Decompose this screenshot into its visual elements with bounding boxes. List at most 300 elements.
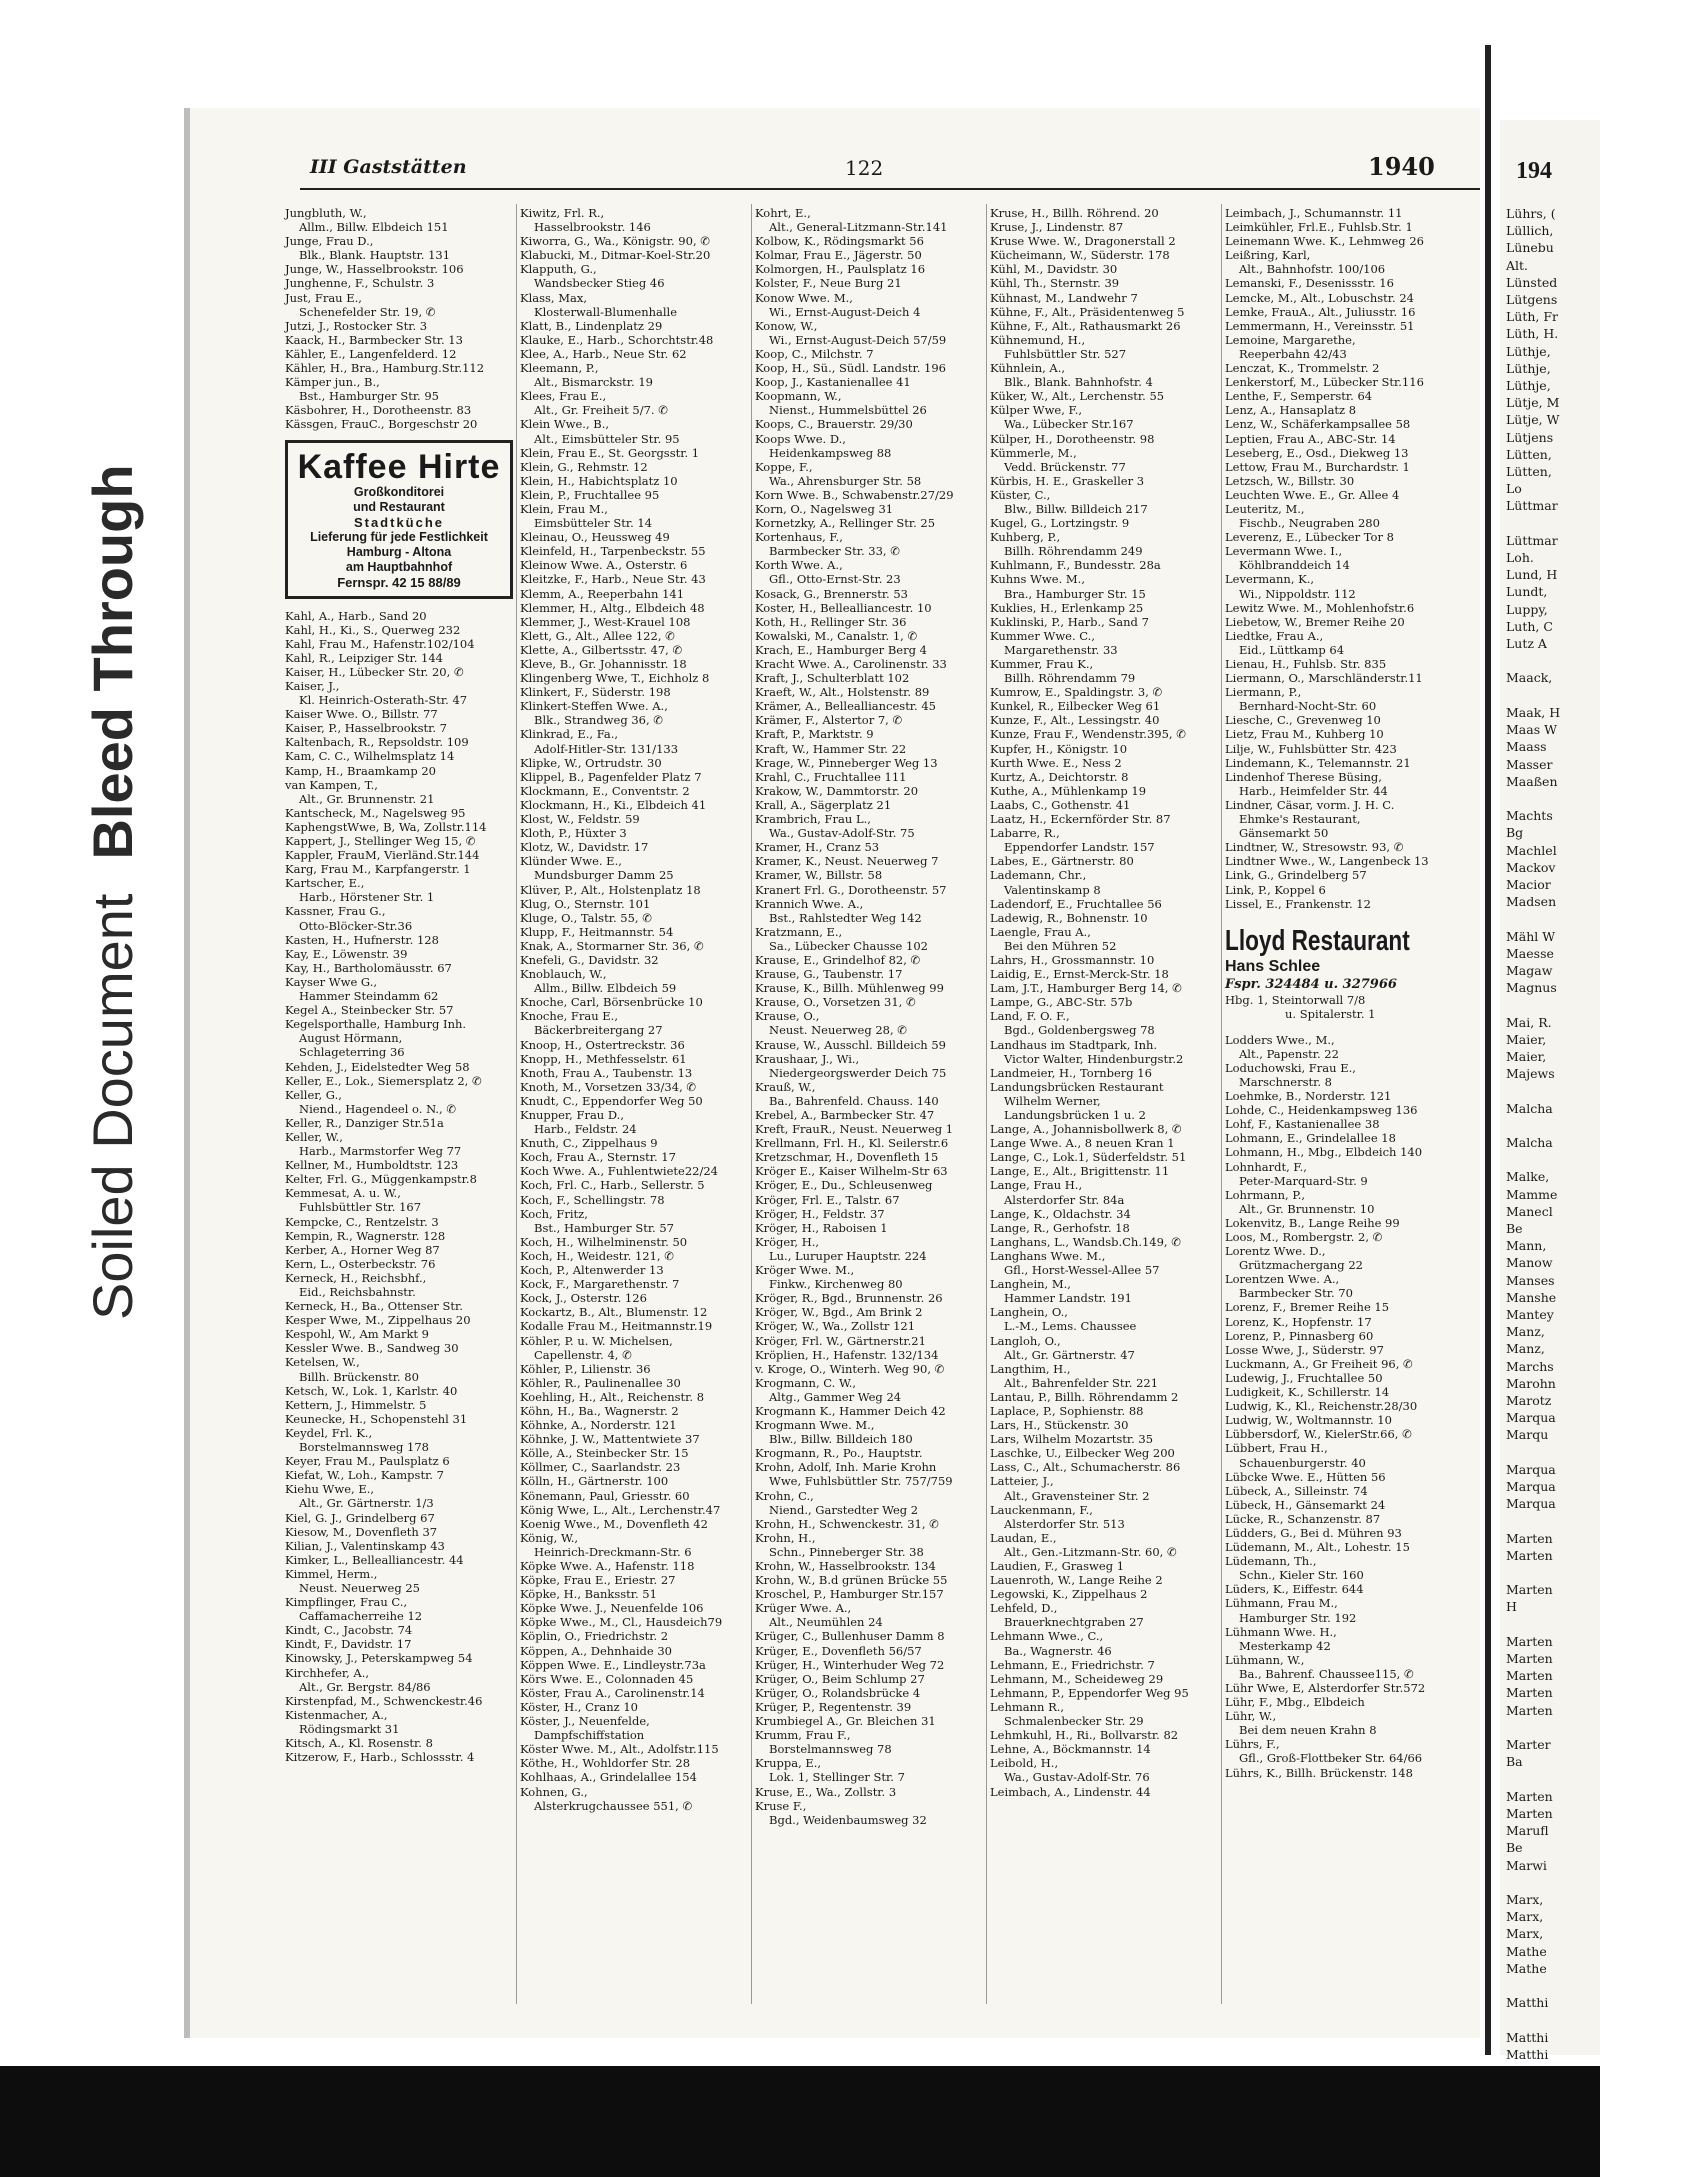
directory-entry: Harb., Marmstorfer Weg 77 [299,1144,462,1159]
ad-kaffee-phone: Fernspr. 42 15 88/89 [337,574,461,590]
directory-entry: Lundt, [1506,584,1548,600]
directory-entry: Marotz [1506,1393,1552,1409]
directory-entry: Kühnlein, A., [990,361,1066,376]
directory-entry: Kindt, F., Davidstr. 17 [285,1637,412,1652]
directory-entry: Allm., Billw. Elbdeich 59 [534,981,677,996]
directory-entry: Marten [1506,1582,1553,1598]
directory-entry: Langhein, M., [990,1277,1071,1292]
directory-entry: Schn., Pinneberger Str. 38 [769,1544,924,1559]
directory-entry: Konow Wwe. M., [755,290,853,305]
directory-entry: Wa., Lübecker Str.167 [1004,417,1134,432]
directory-entry: Be [1506,1840,1523,1856]
directory-entry: Harb., Feldstr. 24 [534,1122,637,1137]
directory-entry: Lühmann, Frau M., [1225,1596,1338,1611]
directory-entry: Kowalski, M., Canalstr. 1, ✆ [755,628,918,643]
directory-entry: Kuhberg, P., [990,530,1061,545]
directory-entry: Lok. 1, Stellinger Str. 7 [769,1770,905,1785]
header-rule [300,188,1480,190]
directory-entry: Bg [1506,825,1524,841]
directory-entry: Kayser Wwe G., [285,974,378,989]
directory-entry: Be [1506,1220,1523,1236]
directory-entry: Magaw [1506,962,1553,978]
directory-entry: v. Kroge, O., Winterh. Weg 90, ✆ [755,1361,945,1376]
directory-entry: Leinemann Wwe. K., Lehmweg 26 [1225,234,1424,249]
directory-entry: Alsterkrugchaussee 551, ✆ [534,1798,693,1813]
directory-entry: Lorentzen Wwe. A., [1225,1272,1340,1287]
directory-entry: Kröger Wwe. M., [755,1263,855,1278]
directory-entry: Marqu [1506,1427,1549,1443]
directory-entry: Borstelmannsweg 178 [299,1440,429,1455]
directory-entry: Blk., Blank. Bahnhofstr. 4 [1004,375,1153,390]
directory-entry: Landungsbrücken Restaurant [990,1079,1164,1094]
directory-entry: Lange, C., Lok.1, Süderfeldstr. 51 [990,1150,1187,1165]
directory-entry: Marwi [1506,1857,1547,1873]
directory-entry: Luth, C [1506,618,1553,634]
directory-entry: Keydel, Frl. K., [285,1425,373,1440]
directory-entry: Käsbohrer, H., Dorotheenstr. 83 [285,403,472,418]
directory-entry: Rödingsmarkt 31 [299,1721,400,1736]
directory-entry: Lietz, Frau M., Kuhberg 10 [1225,727,1384,742]
directory-entry: Kaack, H., Barmbecker Str. 13 [285,332,463,347]
directory-entry: Kitzerow, F., Harb., Schlossstr. 4 [285,1750,475,1765]
directory-entry: Kempin, R., Wagnerstr. 128 [285,1228,446,1243]
directory-entry: Kaiser Wwe. O., Billstr. 77 [285,707,438,722]
directory-entry: Krämer, F., Alstertor 7, ✆ [755,713,903,728]
directory-entry: Lienau, H., Fuhlsb. Str. 835 [1225,657,1387,671]
directory-entry: Lünsted [1506,274,1558,290]
directory-entry: Marten [1506,1788,1553,1804]
directory-entry: Marten [1506,1530,1553,1546]
directory-entry: Köpke Wwe., M., Cl., Hausdeich79 [520,1615,723,1630]
directory-entry: Masser [1506,756,1553,772]
directory-entry: Köpke, H., Banksstr. 51 [520,1587,657,1602]
directory-entry: Laengle, Frau A., [990,924,1091,939]
directory-entry: Manshe [1506,1289,1557,1305]
directory-entry: Link, P., Koppel 6 [1225,882,1326,897]
directory-entry: Levermann Wwe. I., [1225,544,1343,559]
directory-entry: Lühr Wwe, E, Alsterdorfer Str.572 [1225,1681,1426,1695]
directory-entry: Lange Wwe. A., 8 neuen Kran 1 [990,1136,1175,1151]
directory-entry: Landhaus im Stadtpark, Inh. [990,1037,1158,1052]
directory-entry: Marten [1506,1668,1553,1684]
directory-entry: Mesterkamp 42 [1239,1638,1331,1653]
directory-entry: Lohnhardt, F., [1225,1159,1307,1174]
directory-entry: Korn Wwe. B., Schwabenstr.27/29 [755,487,954,502]
directory-entry: Lemmermann, H., Vereinsstr. 51 [1225,318,1415,333]
directory-entry: Valentinskamp 8 [1004,882,1101,897]
directory-entry: Lenz, W., Schäferkampsallee 58 [1225,417,1411,432]
directory-entry: Kumrow, E., Spaldingstr. 3, ✆ [990,685,1163,700]
directory-entry: Kleemann, P., [520,361,599,376]
directory-entry: Leverenz, E., Lübecker Tor 8 [1225,530,1394,545]
directory-entry: Krambrich, Frau L., [755,812,871,827]
directory-entry: Koch, F., Schellingstr. 78 [520,1192,665,1207]
directory-entry: Langhein, O., [990,1305,1068,1320]
directory-entry: Kuhlmann, F., Bundesstr. 28a [990,558,1161,573]
directory-entry: August Hörmann, [299,1031,403,1046]
directory-entry: Bernhard-Nocht-Str. 60 [1239,699,1377,714]
directory-entry: Klinkrad, E., Fa., [520,727,619,742]
directory-entry: Kuthe, A., Mühlenkamp 19 [990,783,1147,798]
directory-entry: Knoth, M., Vorsetzen 33/34, ✆ [520,1079,697,1094]
directory-entry: Alt., Bahrenfelder Str. 221 [1004,1375,1159,1390]
directory-entry: Dampfschiffstation [534,1728,645,1743]
directory-entry: Lühr, W., [1225,1709,1277,1724]
directory-entry: Kolmar, Frau E., Jägerstr. 50 [755,248,922,263]
directory-entry: Alt., Bismarckstr. 19 [534,375,653,390]
directory-entry: Kistenmacher, A., [285,1707,388,1722]
directory-entry: Klemm, A., Reeperbahn 141 [520,586,685,601]
directory-entry: Kümmerle, M., [990,445,1077,460]
directory-entry: Köster, H., Cranz 10 [520,1699,638,1714]
directory-entry: Marqua [1506,1479,1556,1495]
directory-entry: Niend., Garstedter Weg 2 [769,1502,919,1517]
directory-entry: Kitsch, A., Kl. Rosenstr. 8 [285,1736,433,1750]
directory-entry: Knefeli, G., Davidstr. 32 [520,952,659,967]
directory-entry: Kempcke, C., Rentzelstr. 3 [285,1214,439,1229]
directory-entry: Krebel, A., Barmbecker Str. 47 [755,1108,935,1122]
directory-entry: Mann, [1506,1238,1547,1254]
directory-entry: Gfl., Horst-Wessel-Allee 57 [1004,1263,1160,1278]
directory-entry: Köhler, P. u. W. Michelsen, [520,1333,673,1348]
directory-entry: Kiesow, M., Dovenfleth 37 [285,1524,438,1539]
directory-entry: Klein, P., Fruchtallee 95 [520,487,660,502]
directory-entry: Lühr, F., Mbg., Elbdeich [1225,1695,1365,1710]
directory-entry: Maier, [1506,1048,1547,1064]
directory-entry: Leuchten Wwe. E., Gr. Allee 4 [1225,487,1400,502]
directory-entry: Klatt, B., Lindenplatz 29 [520,318,663,333]
directory-entry: Krauß, W., [755,1079,816,1094]
directory-entry: Laidig, E., Ernst-Merck-Str. 18 [990,967,1169,982]
directory-entry: Koch, H., Wilhelminenstr. 50 [520,1234,688,1249]
directory-entry: Macior [1506,876,1551,892]
directory-entry: Koop, H., Sü., Südl. Landstr. 196 [755,361,946,376]
ad-lloyd-owner: Hans Schlee [1225,957,1321,975]
directory-entry: Köplin, O., Friedrichstr. 2 [520,1629,669,1644]
directory-entry: Klee, A., Harb., Neue Str. 62 [520,346,687,361]
directory-entry: Keller, R., Danziger Str.51a [285,1115,444,1130]
directory-entry: Lütje, W [1506,412,1560,428]
directory-entry: Wi., Ernst-August-Deich 57/59 [769,332,947,347]
directory-entry: Klees, Frau E., [520,389,607,404]
side-label [62,320,162,1320]
directory-entry: Kraeft, W., Alt., Holstenstr. 89 [755,685,930,700]
directory-entry: Maesse [1506,945,1554,961]
directory-entry: Koenig Wwe., M., Dovenfleth 42 [520,1516,708,1531]
directory-entry: Koopmann, W., [755,389,842,404]
directory-entry: Heidenkampsweg 88 [769,445,892,460]
directory-entry: Alt., Papenstr. 22 [1239,1046,1339,1061]
directory-entry: Lührs, F., [1225,1737,1280,1752]
directory-entry: Knoche, Frau E., [520,1009,618,1024]
column-separator [751,204,752,2004]
directory-entry: Koops Wwe. D., [755,431,846,446]
directory-entry: Mähl W [1506,928,1556,944]
directory-entry: Junge, W., Hasselbrookstr. 106 [285,262,464,277]
directory-entry: Kessler Wwe. B., Sandweg 30 [285,1341,459,1356]
column-5 [1225,206,1453,1780]
directory-entry: Laudien, F., Grasweg 1 [990,1559,1125,1573]
directory-entry: Kaiser, H., Lübecker Str. 20, ✆ [285,664,464,679]
directory-entry: Marten [1506,1633,1553,1649]
directory-entry: Langloh, O., [990,1333,1061,1348]
directory-entry: Lange, R., Gerhofstr. 18 [990,1220,1130,1235]
directory-entry: Lange, Frau H., [990,1178,1083,1193]
year-label: 1940 [1368,152,1435,181]
directory-entry: Kock, J., Osterstr. 126 [520,1291,647,1306]
directory-entry: Lange, K., Oldachstr. 34 [990,1206,1131,1221]
directory-entry: Neust. Neuerweg 28, ✆ [769,1023,907,1038]
directory-entry: Kühl, Th., Sternstr. 39 [990,276,1120,291]
directory-entry: Köhler, R., Paulinenallee 30 [520,1375,681,1390]
directory-entry: Korth Wwe. A., [755,558,843,573]
directory-entry: Lühmann, W., [1225,1652,1305,1667]
directory-entry: Eid., Reichsbahnstr. [299,1285,416,1299]
directory-entry: Leimkühler, Frl.E., Fuhlsb.Str. 1 [1225,220,1413,235]
directory-entry: Lars, Wilhelm Mozartstr. 35 [990,1432,1154,1447]
ad-kaffee-name: Kaffee Hirte [297,447,501,486]
directory-entry: Lühmann Wwe. H., [1225,1624,1337,1639]
directory-entry: Köster, Frau A., Carolinenstr.14 [520,1685,705,1700]
directory-entry: Sa., Lübecker Chausse 102 [769,938,928,953]
directory-entry: Landmeier, H., Tornberg 16 [990,1065,1152,1080]
ad-kaffee-line: Großkonditorei [353,484,445,499]
directory-entry: Köppen Wwe. E., Lindleystr.73a [520,1657,706,1672]
directory-entry: Koops, C., Brauerstr. 29/30 [755,417,913,432]
directory-entry: Krüger, O., Rolandsbrücke 4 [755,1685,921,1700]
directory-entry: Lange, E., Alt., Brigittenstr. 11 [990,1164,1170,1179]
directory-entry: Ba., Bahrenfeld. Chauss. 140 [769,1093,939,1108]
directory-entry: Klockmann, H., Ki., Elbdeich 41 [520,797,707,812]
directory-entry: Hasselbrookstr. 146 [534,220,651,235]
directory-entry: Kurth Wwe. E., Ness 2 [990,755,1122,770]
directory-entry: Kilian, J., Valentinskamp 43 [285,1538,445,1553]
directory-entry: Bei dem neuen Krahn 8 [1239,1723,1377,1738]
directory-entry: Köhler, P., Lilienstr. 36 [520,1361,651,1376]
directory-entry: Kämper jun., B., [285,375,380,390]
directory-entry: Lohmann, E., Grindelallee 18 [1225,1131,1396,1146]
directory-entry: Kohnen, G., [520,1784,588,1799]
directory-entry: Krahl, C., Fruchtallee 111 [755,769,907,784]
directory-entry: Keller, E., Lok., Siemersplatz 2, ✆ [285,1073,482,1088]
directory-entry: Loos, M., Rombergstr. 2, ✆ [1225,1230,1383,1244]
directory-entry: Kohrt, E., [755,206,811,220]
ad-kaffee-line: Lieferung für jede Festlichkeit [310,529,488,544]
directory-entry: Kassner, Frau G., [285,904,386,919]
directory-entry: Küker, W., Alt., Lerchenstr. 55 [990,389,1165,404]
directory-entry: Kosack, G., Brennerstr. 53 [755,586,908,601]
column-5-entries-before [1225,206,1453,911]
column-4 [990,206,1218,1799]
directory-entry: Kunkel, R., Eilbecker Weg 61 [990,699,1161,714]
directory-entry: Marten [1506,1702,1553,1718]
directory-entry: Lüthje, [1506,360,1551,376]
directory-entry: Kespohl, W., Am Markt 9 [285,1327,430,1342]
directory-entry: Lorenz, P., Pinnasberg 60 [1225,1328,1374,1343]
page-header [190,108,1480,186]
directory-entry: Marohn [1506,1375,1556,1391]
directory-entry: Lemke, FrauA., Alt., Juliusstr. 16 [1225,304,1416,319]
directory-entry: Krannich Wwe. A., [755,896,864,911]
directory-entry: Kleinau, O., Heussweg 49 [520,530,670,545]
directory-entry: Kühne, F., Alt., Rathausmarkt 26 [990,318,1181,333]
directory-entry: Bst., Hamburger Str. 57 [534,1220,674,1235]
directory-entry: Eimsbütteler Str. 14 [534,516,653,531]
directory-entry: Mathe [1506,1960,1547,1976]
directory-entry: Kolmorgen, H., Paulsplatz 16 [755,262,926,277]
directory-entry: Knoth, Frau A., Taubenstr. 13 [520,1065,693,1080]
directory-entry [1506,1770,1706,1787]
directory-entry: Koch, P., Altenwerder 13 [520,1263,664,1278]
directory-entry: Alt. [1506,257,1529,273]
directory-entry: Ehmke's Restaurant, [1239,812,1361,827]
directory-entry: Marchs [1506,1358,1554,1374]
directory-entry: Kupfer, H., Königstr. 10 [990,741,1128,756]
directory-entry: Klass, Max, [520,290,588,305]
directory-entry: Marten [1506,1805,1553,1821]
directory-entry: Koster, H., Bellealliancestr. 10 [755,600,932,615]
ad-lloyd-phone: Fspr. 324484 u. 327966 [1225,976,1397,992]
directory-entry: Kröger, R., Bgd., Brunnenstr. 26 [755,1291,943,1306]
directory-entry: Lorenz, F., Bremer Reihe 15 [1225,1300,1390,1315]
directory-entry: Krohn, H., [755,1530,816,1545]
directory-entry: Margarethenstr. 33 [1004,642,1118,657]
directory-entry: Liermann, O., Marschländerstr.11 [1225,671,1423,686]
directory-entry: Loduchowski, Frau E., [1225,1060,1356,1075]
directory-entry: Alt., Gr. Brunnenstr. 10 [1239,1201,1375,1216]
directory-entry: Lewitz Wwe. M., Mohlenhofstr.6 [1225,600,1415,615]
directory-entry: Kettern, J., Himmelstr. 5 [285,1397,427,1412]
directory-entry: Matthi [1506,1995,1549,2011]
directory-entry: Heinrich-Dreckmann-Str. 6 [534,1544,692,1559]
directory-entry: Kay, E., Löwenstr. 39 [285,946,408,961]
directory-entry: Kellner, M., Humboldtstr. 123 [285,1158,459,1173]
directory-entry: Loh. [1506,550,1534,566]
directory-entry: Kruse Wwe. W., Dragonerstall 2 [990,234,1176,249]
directory-entry [1506,1564,1706,1581]
directory-entry: Kockartz, B., Alt., Blumenstr. 12 [520,1305,708,1320]
directory-entry: Kerneck, H., Ba., Ottenser Str. [285,1299,463,1314]
directory-entry: Schn., Kieler Str. 160 [1239,1568,1364,1583]
directory-entry: Leuteritz, M., [1225,501,1305,516]
directory-entry: Liermann, P., [1225,685,1302,700]
directory-entry: Luckmann, A., Gr Freiheit 96, ✆ [1225,1356,1413,1371]
ad-lloyd-address: u. Spitalerstr. 1 [1285,1006,1376,1021]
directory-entry: Kiworra, G., Wa., Königstr. 90, ✆ [520,234,710,249]
directory-entry: Kruppa, E., [755,1756,822,1771]
directory-entry: Junghenne, F., Schulstr. 3 [285,276,435,291]
directory-entry: Krohn, W., Hasselbrookstr. 134 [755,1559,936,1573]
directory-entry: Knoop, H., Ostertreckstr. 36 [520,1037,685,1052]
directory-entry: Klingenberg Wwe, T., Eichholz 8 [520,671,710,686]
directory-entry: Küster, C., [990,487,1051,502]
directory-entry: Knopp, H., Methfesselstr. 61 [520,1051,687,1066]
directory-entry: Koppe, F., [755,459,813,474]
directory-entry: Krause, O., [755,1009,820,1024]
directory-entry: Billh. Röhrendamm 79 [1004,671,1136,686]
directory-entry: Lübcke Wwe. E., Hütten 56 [1225,1469,1386,1484]
directory-entry: Lohf, F., Kastanienallee 38 [1225,1117,1380,1132]
directory-entry: Krämer, A., Bellealliancestr. 45 [755,699,936,714]
directory-entry: Link, G., Grindelberg 57 [1225,868,1367,883]
directory-entry: Kunze, Frau F., Wendenstr.395, ✆ [990,727,1186,742]
directory-entry: Kahl, H., Ki., S., Querweg 232 [285,622,461,637]
directory-entry: KaphengstWwe, B, Wa, Zollstr.114 [285,819,487,834]
directory-entry: Kirchhefer, A., [285,1665,370,1680]
directory-entry: Mundsburger Damm 25 [534,868,674,883]
directory-entry: Kratzmann, E., [755,924,843,939]
directory-entry: Lissel, E., Frankenstr. 12 [1225,896,1371,911]
directory-entry: Mathe [1506,1943,1547,1959]
directory-entry: Kerber, A., Horner Weg 87 [285,1242,440,1257]
column-separator [1221,204,1222,2004]
ad-kaffee-hirte [285,440,513,599]
directory-entry: Levermann, K., [1225,572,1315,587]
directory-entry: Kugel, G., Lortzingstr. 9 [990,516,1130,531]
directory-entry: Kinowsky, J., Peterskampweg 54 [285,1651,473,1666]
directory-entry: Kleve, B., Gr. Johannisstr. 18 [520,657,687,671]
directory-entry: Köhnke, J. W., Mattentwiete 37 [520,1432,700,1447]
directory-entry: Klünder Wwe. E., [520,854,622,869]
directory-entry: Lütten, [1506,464,1552,480]
directory-entry: Kähler, H., Bra., Hamburg.Str.112 [285,361,485,376]
directory-entry: Ba., Wagnerstr. 46 [1004,1643,1112,1658]
directory-entry: Marten [1506,1547,1553,1563]
directory-entry: Kodalle Frau M., Heitmannstr.19 [520,1319,713,1334]
directory-entry: Köllmer, C., Saarlandstr. 23 [520,1460,681,1475]
directory-entry: Kruse F., [755,1798,807,1813]
directory-entry: Kappert, J., Stellinger Weg 15, ✆ [285,834,476,848]
directory-entry: Kern, L., Osterbeckstr. 76 [285,1256,436,1271]
directory-entry: Lindenhof Therese Büsing, [1225,769,1382,784]
directory-entry [1506,1719,1706,1736]
column-5-entries-after [1225,1033,1453,1780]
directory-entry: Kummer, Frau K., [990,657,1094,671]
directory-entry: Lüdemann, M., Alt., Lohestr. 15 [1225,1540,1410,1555]
directory-entry: Marten [1506,1685,1553,1701]
scan-edge [1485,45,1491,2055]
directory-entry: Krüger Wwe. A., [755,1601,852,1616]
directory-entry: Klemmer, J., West-Krauel 108 [520,614,691,629]
directory-entry: Klein, G., Rehmstr. 12 [520,459,648,474]
directory-entry: Kunze, F., Alt., Lessingstr. 40 [990,713,1160,728]
ad-kaffee-line: am Hauptbahnhof [345,559,453,574]
directory-entry: Kay, H., Bartholomäusstr. 67 [285,960,452,975]
directory-entry: Gfl., Groß-Flottbeker Str. 64/66 [1239,1751,1423,1766]
directory-entry: Lübeck, H., Gänsemarkt 24 [1225,1497,1386,1512]
directory-entry [1506,515,1706,532]
directory-entry [1506,1616,1706,1633]
directory-entry: Wi., Nippoldstr. 112 [1239,586,1356,601]
directory-entry: Kraft, J., Schulterblatt 102 [755,671,910,686]
directory-entry: Lenz, A., Hansaplatz 8 [1225,403,1357,418]
directory-entry: Blw., Billw. Billdeich 180 [769,1432,913,1447]
directory-entry: Lindtner Wwe., W., Langenbeck 13 [1225,854,1429,869]
directory-entry: Fuhlsbüttler Str. 527 [1004,346,1127,361]
directory-entry: Klupp, F., Heitmannstr. 54 [520,924,674,939]
directory-entry: Keller, G., [285,1087,342,1102]
column-1 [285,206,513,1764]
directory-entry: Alt., Gr. Gärtnerstr. 47 [1004,1347,1135,1362]
directory-entry: Lüders, K., Eiffestr. 644 [1225,1582,1364,1597]
directory-entry: Lübbert, Frau H., [1225,1441,1328,1456]
ad-kaffee-line: und Restaurant [353,499,445,514]
directory-entry: Lehmann, M., Scheideweg 29 [990,1671,1164,1686]
directory-entry: Lohmann, H., Mbg., Elbdeich 140 [1225,1145,1423,1160]
directory-entry: Alt., Gravensteiner Str. 2 [1004,1488,1150,1503]
directory-entry: Krüger, E., Dovenfleth 56/57 [755,1643,922,1658]
directory-entry: Kerneck, H., Reichsbhf., [285,1270,427,1285]
